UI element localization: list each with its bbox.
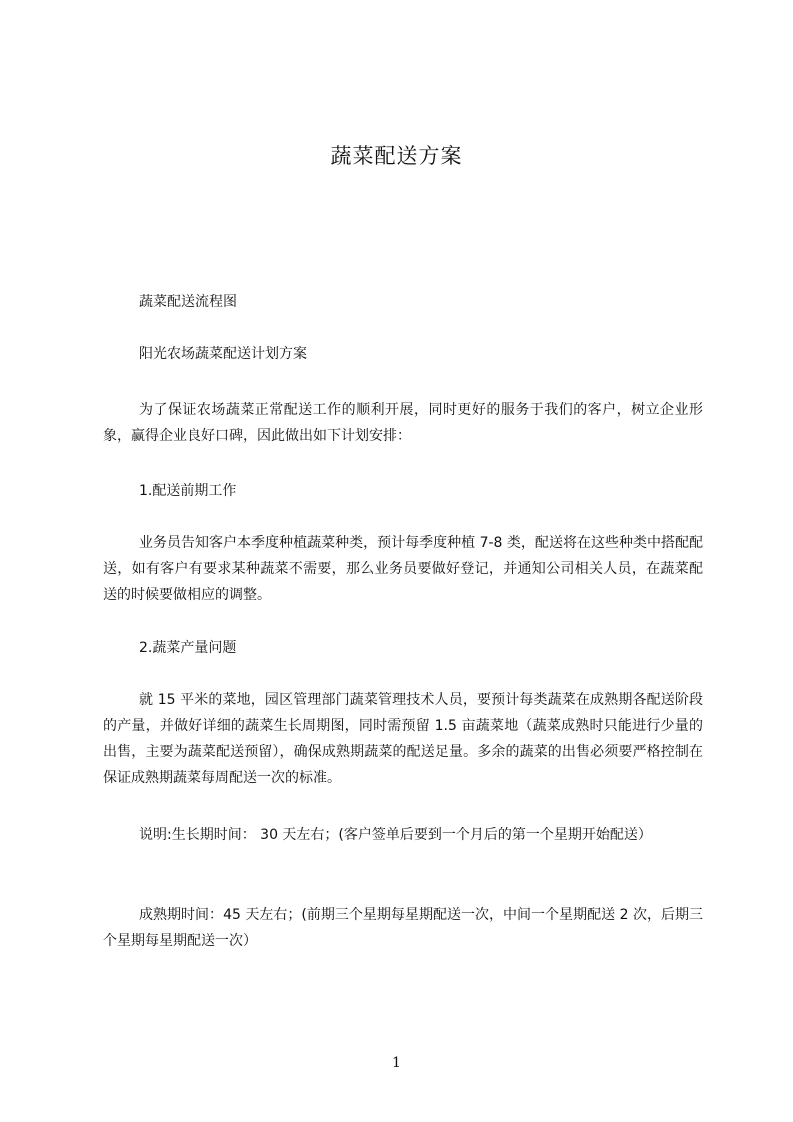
- paragraph-flowchart-heading: 蔬菜配送流程图: [139, 294, 237, 310]
- paragraph-maturity-period: 成熟期时间：45 天左右；(前期三个星期每星期配送一次，中间一个星期配送 2 次，后期三个星期每星期配送一次）: [103, 907, 703, 949]
- section-heading-1: 1.配送前期工作: [139, 483, 237, 499]
- paragraph-growth-period: 说明:生长期时间： 30 天左右；(客户签单后要到一个月后的第一个星期开始配送）: [139, 827, 652, 843]
- page-number: 1: [392, 1055, 401, 1071]
- paragraph-section-1: 业务员告知客户本季度种植蔬菜种类，预计每季度种植 7-8 类，配送将在这些种类中搭配配送，如有客户有要求某种蔬菜不需要，那么业务员要做好登记，并通知公司相关人员，在蔬菜配送的时候要做相应的调整。: [103, 535, 703, 603]
- paragraph-plan-heading: 阳光农场蔬菜配送计划方案: [139, 346, 307, 362]
- section-heading-2: 2.蔬菜产量问题: [139, 640, 237, 656]
- paragraph-section-2: 就 15 平米的菜地，园区管理部门蔬菜管理技术人员，要预计每类蔬菜在成熟期各配送阶段的产量，并做好详细的蔬菜生长周期图，同时需预留 1.5 亩蔬菜地（蔬菜成熟时只能进行少量的出售，主要为蔬菜配送预留），确保成熟期蔬菜的配送足量。多余的蔬菜的出售必须要严格控制在保证成熟期蔬菜每周配送一次的标准。: [103, 692, 703, 786]
- document-title: 蔬菜配送方案: [330, 144, 463, 168]
- paragraph-intro: 为了保证农场蔬菜正常配送工作的顺利开展，同时更好的服务于我们的客户，树立企业形象，赢得企业良好口碑，因此做出如下计划安排：: [103, 402, 703, 444]
